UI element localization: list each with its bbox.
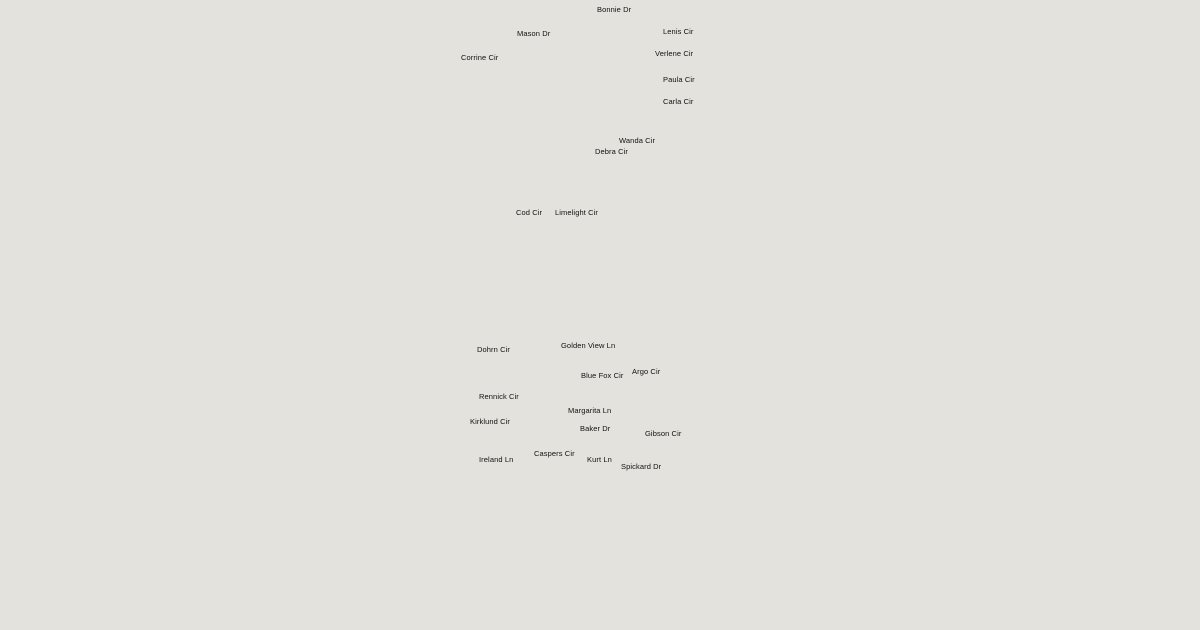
street-label-carla-cir: Carla Cir	[663, 97, 694, 106]
street-label-mason-dr: Mason Dr	[517, 29, 551, 38]
street-label-argo-cir: Argo Cir	[632, 367, 661, 376]
street-label-blue-fox-cir: Blue Fox Cir	[581, 371, 624, 380]
street-label-dohrn-cir: Dohrn Cir	[477, 345, 510, 354]
street-label-ireland-ln: Ireland Ln	[479, 455, 514, 464]
street-label-paula-cir: Paula Cir	[663, 75, 695, 84]
street-label-verlene-cir: Verlene Cir	[655, 49, 694, 58]
street-label-rennick-cir: Rennick Cir	[479, 392, 519, 401]
street-label-margarita-ln: Margarita Ln	[568, 406, 612, 415]
street-label-golden-view-ln: Golden View Ln	[561, 341, 616, 350]
street-label-wanda-cir: Wanda Cir	[619, 136, 656, 145]
street-label-limelight-cir: Limelight Cir	[555, 208, 598, 217]
street-label-gibson-cir: Gibson Cir	[645, 429, 682, 438]
street-label-spickard-dr: Spickard Dr	[621, 462, 662, 471]
street-label-baker-dr: Baker Dr	[580, 424, 611, 433]
street-label-kirklund-cir: Kirklund Cir	[470, 417, 510, 426]
street-label-corrine-cir: Corrine Cir	[461, 53, 499, 62]
street-label-debra-cir: Debra Cir	[595, 147, 628, 156]
street-label-caspers-cir: Caspers Cir	[534, 449, 575, 458]
street-label-cod-cir: Cod Cir	[516, 208, 543, 217]
street-label-bonnie-dr: Bonnie Dr	[597, 5, 632, 14]
street-label-lenis-cir: Lenis Cir	[663, 27, 694, 36]
street-label-kurt-ln: Kurt Ln	[587, 455, 612, 464]
